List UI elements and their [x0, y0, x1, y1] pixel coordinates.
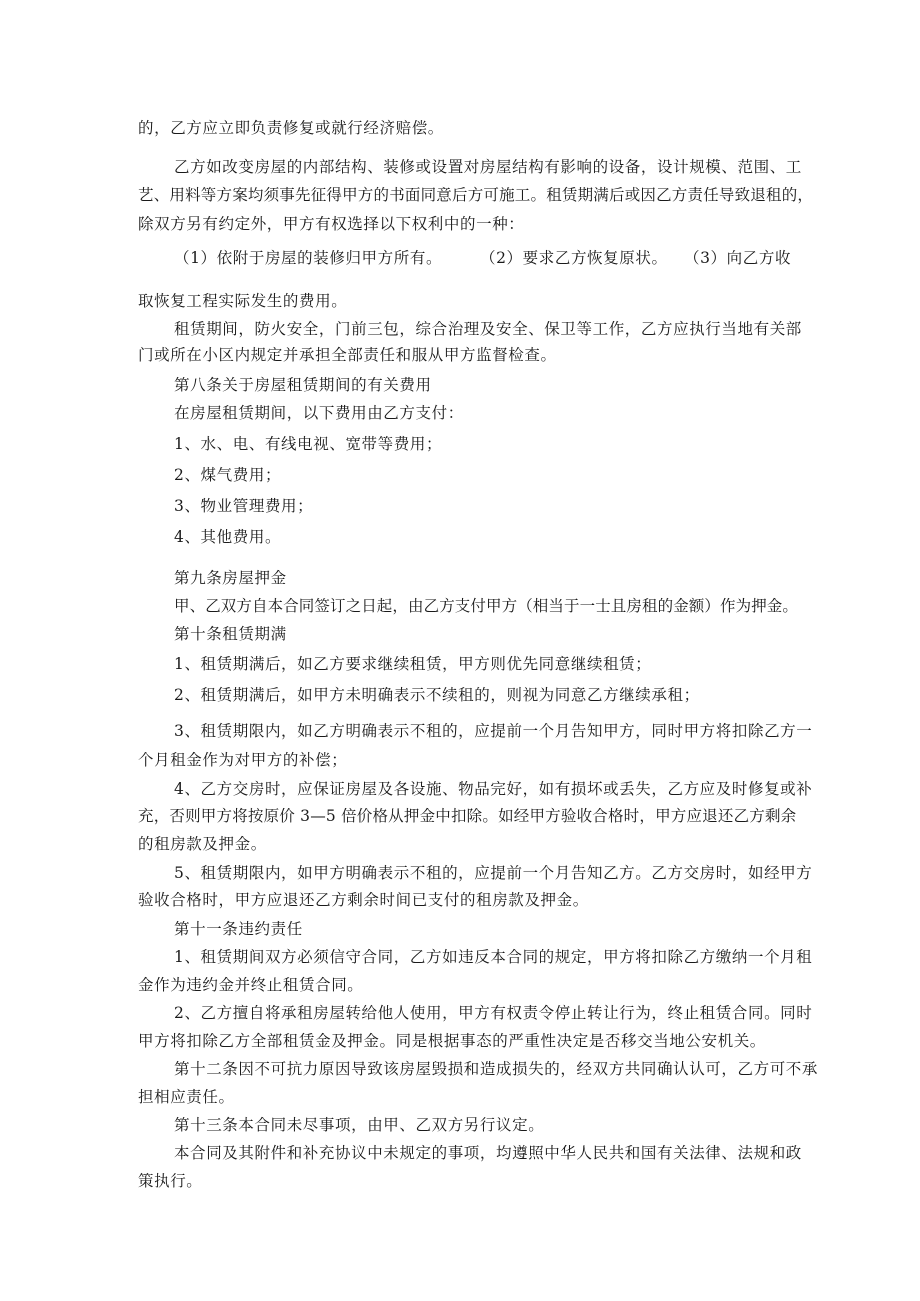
- option-row: [174, 248, 792, 268]
- text-line: 金作为违约金并终止租赁合同。: [138, 976, 364, 994]
- list-item: 1、租赁期满后，如乙方要求继续租赁，甲方则优先同意继续租赁；: [174, 655, 652, 673]
- text-line: 担相应责任。: [138, 1088, 235, 1106]
- list-item: 1、租赁期间双方必须信守合同，乙方如违反本合同的规定，甲方将扣除乙方缴纳一个月租: [174, 948, 813, 966]
- paragraph-line: 在房屋租赁期间，以下费用由乙方支付：: [174, 404, 464, 422]
- text-line: 的，乙方应立即负责修复或就行经济赔偿。: [138, 119, 444, 137]
- list-item: 3、租赁期限内，如乙方明确表示不租的，应提前一个月告知甲方，同时甲方将扣除乙方一: [174, 722, 813, 740]
- text-line: 甲方将扣除乙方全部租赁金及押金。同是根据事态的严重性决定是否移交当地公安机关。: [138, 1032, 766, 1050]
- section-heading: 第九条房屋押金: [174, 569, 287, 587]
- section-heading: 第十一条违约责任: [174, 920, 303, 938]
- text-line: 充，否则甲方将按原价 3—5 倍价格从押金中扣除。如经甲方验收合格时，甲方应退还乙方剩余: [138, 807, 797, 825]
- text-line: 验收合格时，甲方应退还乙方剩余时间已支付的租房款及押金。: [138, 891, 589, 909]
- text-line: 门或所在小区内规定并承担全部责任和服从甲方监督检查。: [138, 346, 557, 364]
- paragraph-line: 甲、乙双方自本合同签订之日起，由乙方支付甲方（相当于一士且房租的金额）作为押金。: [174, 597, 799, 615]
- list-item: 4、其他费用。: [174, 528, 282, 546]
- text-line: 的租房款及押金。: [138, 835, 267, 853]
- section-heading: 第十条租赁期满: [174, 625, 287, 643]
- text-line: 策执行。: [138, 1172, 203, 1190]
- text-line: 艺、用料等方案均须事先征得甲方的书面同意后方可施工。租赁期满后或因乙方责任导致退租的，: [138, 186, 814, 204]
- paragraph-line: 本合同及其附件和补充协议中未规定的事项，均遵照中华人民共和国有关法律、法规和政: [174, 1144, 802, 1162]
- text-line: 个月租金作为对甲方的补偿；: [138, 751, 348, 769]
- text-line: 取恢复工程实际发生的费用。: [138, 292, 348, 310]
- option-2: （2）要求乙方恢复原状。: [480, 249, 668, 267]
- section-heading: 第八条关于房屋租赁期间的有关费用: [174, 376, 432, 394]
- list-item: 2、乙方擅自将承租房屋转给他人使用，甲方有权责令停止转让行为，终止租赁合同。同时: [174, 1004, 813, 1022]
- list-item: 4、乙方交房时，应保证房屋及各设施、物品完好，如有损坏或丢失，乙方应及时修复或补: [174, 780, 813, 798]
- list-item: 3、物业管理费用；: [174, 497, 314, 515]
- list-item: 5、租赁期限内，如甲方明确表示不租的，应提前一个月告知乙方。乙方交房时，如经甲方: [174, 864, 813, 882]
- paragraph-line: 乙方如改变房屋的内部结构、装修或设置对房屋结构有影响的设备，设计规模、范围、工: [174, 158, 802, 176]
- list-item: 2、煤气费用；: [174, 466, 282, 484]
- option-1: （1）依附于房屋的装修归甲方所有。: [174, 249, 443, 267]
- option-3: （3）向乙方收: [684, 249, 792, 267]
- text-line: 除双方另有约定外，甲方有权选择以下权利中的一种：: [138, 215, 525, 233]
- section-heading: 第十二条因不可抗力原因导致该房屋毁损和造成损失的，经双方共同确认认可，乙方可不承: [174, 1060, 819, 1078]
- list-item: 2、租赁期满后，如甲方未明确表示不续租的，则视为同意乙方继续承租；: [174, 686, 700, 704]
- section-heading: 第十三条本合同未尽事项，由甲、乙双方另行议定。: [174, 1116, 545, 1134]
- paragraph-line: 租赁期间，防火安全，门前三包，综合治理及安全、保卫等工作，乙方应执行当地有关部: [174, 320, 802, 338]
- list-item: 1、水、电、有线电视、宽带等费用；: [174, 435, 443, 453]
